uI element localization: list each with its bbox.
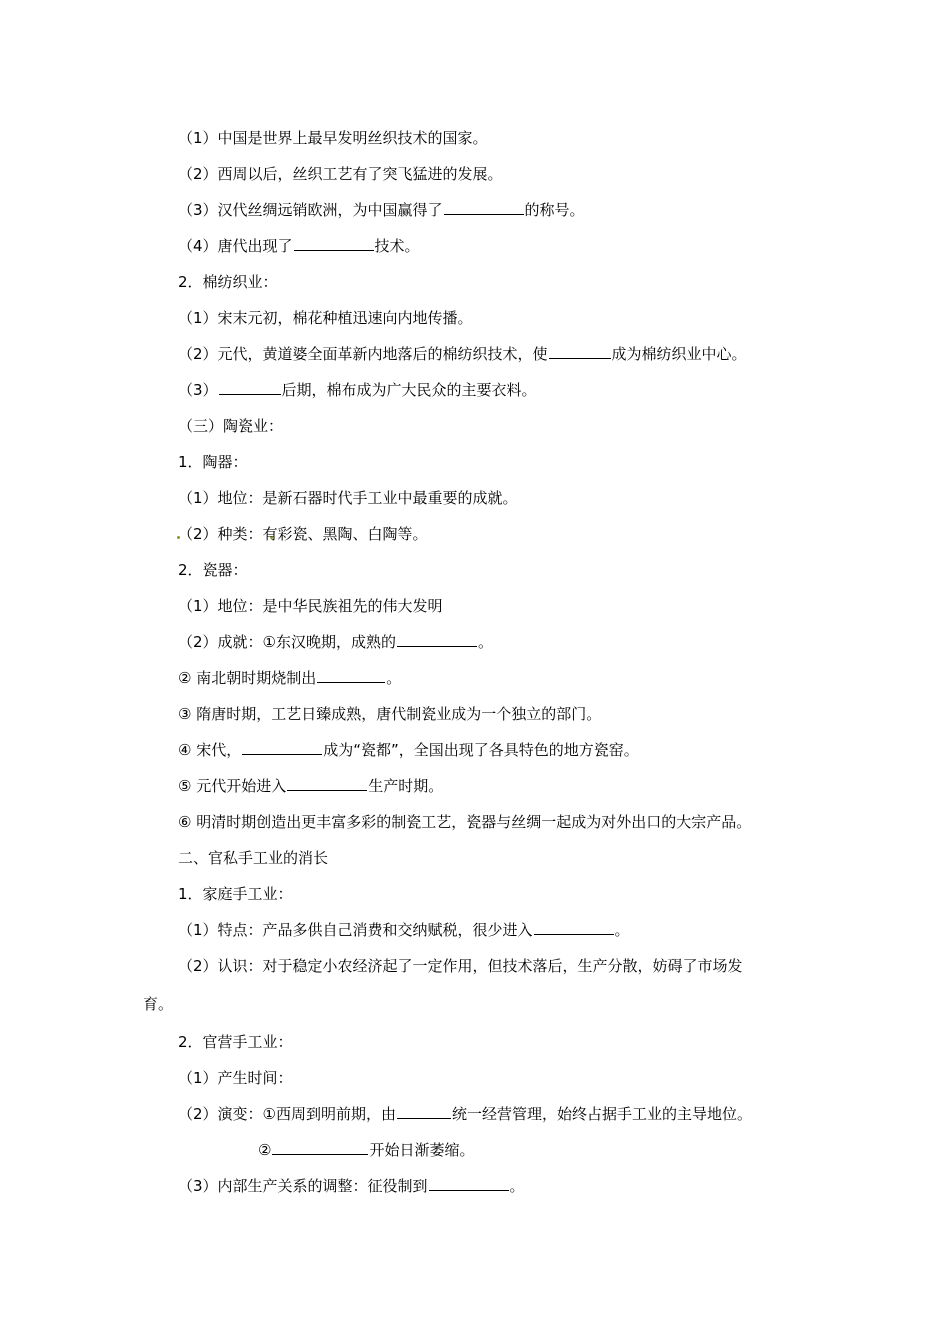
text: 生产时期。 — [368, 777, 444, 795]
text: （2）演变：①西周到明前期，由 — [178, 1105, 396, 1123]
text: （2）元代，黄道婆全面革新内地落后的棉纺织技术，使 — [178, 345, 548, 363]
text: 。 — [386, 669, 402, 687]
silk-item-2 — [178, 164, 503, 184]
text: （1）中国是世界上最早发明丝织技术的国家。 — [178, 129, 488, 147]
subheading-pottery — [178, 452, 248, 472]
answer-blank[interactable] — [397, 632, 477, 647]
answer-blank[interactable] — [397, 1104, 451, 1119]
text: 。 — [509, 1177, 525, 1195]
text: （三）陶瓷业： — [178, 417, 284, 435]
text: 成为棉纺织业中心。 — [611, 345, 747, 363]
text: ② 南北朝时期烧制出 — [178, 669, 317, 687]
text: 1．家庭手工业： — [178, 885, 293, 903]
answer-blank[interactable] — [242, 740, 322, 755]
text: （3） — [178, 381, 218, 399]
text: （2）种类：有彩瓷、黑陶、白陶等。 — [178, 525, 428, 543]
cotton-item-3 — [178, 380, 537, 400]
cotton-item-1 — [178, 308, 473, 328]
text: （3）汉代丝绸远销欧洲，为中国赢得了 — [178, 201, 443, 219]
answer-blank[interactable] — [549, 344, 611, 359]
text: （2）西周以后，丝织工艺有了突飞猛进的发展。 — [178, 165, 503, 183]
text: （3）内部生产关系的调整：征役制到 — [178, 1177, 428, 1195]
pottery-item-2 — [178, 524, 428, 544]
household-item-2-cont — [143, 994, 173, 1014]
text: 技术。 — [374, 237, 420, 255]
answer-blank[interactable] — [287, 776, 367, 791]
text: 的称号。 — [524, 201, 585, 219]
answer-blank[interactable] — [317, 668, 385, 683]
answer-blank[interactable] — [534, 920, 614, 935]
text: 2．瓷器： — [178, 561, 248, 579]
cotton-item-2 — [178, 344, 747, 364]
porcelain-sub-3 — [178, 704, 601, 724]
text: （1）产生时间： — [178, 1069, 293, 1087]
porcelain-sub-6 — [178, 812, 751, 832]
silk-item-4 — [178, 236, 420, 256]
text: 2．棉纺织业： — [178, 273, 278, 291]
answer-blank[interactable] — [294, 236, 374, 251]
section-heading-ceramics — [178, 416, 283, 436]
household-item-1 — [178, 920, 630, 940]
text: 1．陶器： — [178, 453, 248, 471]
text: 2．官营手工业： — [178, 1033, 293, 1051]
answer-blank[interactable] — [444, 200, 524, 215]
section-heading-cotton — [178, 272, 278, 292]
text: （1）宋末元初，棉花种植迅速向内地传播。 — [178, 309, 473, 327]
text: （4）唐代出现了 — [178, 237, 293, 255]
text: （1）特点：产品多供自己消费和交纳赋税，很少进入 — [178, 921, 533, 939]
official-item-2-sub — [258, 1140, 474, 1160]
porcelain-item-2 — [178, 632, 493, 652]
text: 成为“瓷都”，全国出现了各具特色的地方瓷窑。 — [323, 741, 639, 759]
silk-item-1 — [178, 128, 488, 148]
text: 育。 — [143, 995, 174, 1013]
text: ⑥ 明清时期创造出更丰富多彩的制瓷工艺，瓷器与丝绸一起成为对外出口的大宗产品。 — [178, 813, 752, 831]
text: （2）成就：①东汉晚期，成熟的 — [178, 633, 396, 651]
pottery-item-1 — [178, 488, 518, 508]
subheading-official — [178, 1032, 293, 1052]
subheading-porcelain — [178, 560, 248, 580]
text: 。 — [478, 633, 494, 651]
official-item-3 — [178, 1176, 525, 1196]
text: ⑤ 元代开始进入 — [178, 777, 287, 795]
text: 后期，棉布成为广大民众的主要衣料。 — [281, 381, 537, 399]
porcelain-sub-2 — [178, 668, 401, 688]
text: ③ 隋唐时期，工艺日臻成熟，唐代制瓷业成为一个独立的部门。 — [178, 705, 602, 723]
official-item-2 — [178, 1104, 752, 1124]
porcelain-sub-5 — [178, 776, 443, 796]
text: 二、官私手工业的消长 — [178, 849, 329, 867]
text: 开始日渐萎缩。 — [369, 1141, 475, 1159]
household-item-2 — [178, 956, 743, 976]
section-heading-crafts — [178, 848, 328, 868]
text: （1）地位：是新石器时代手工业中最重要的成就。 — [178, 489, 518, 507]
answer-blank[interactable] — [429, 1176, 509, 1191]
porcelain-sub-4 — [178, 740, 639, 760]
answer-blank[interactable] — [272, 1140, 368, 1155]
official-item-1 — [178, 1068, 293, 1088]
text: 统一经营管理，始终占据手工业的主导地位。 — [452, 1105, 753, 1123]
text: ② — [258, 1141, 272, 1159]
text: （2）认识：对于稳定小农经济起了一定作用，但技术落后，生产分散，妨碍了市场发 — [178, 957, 743, 975]
answer-blank[interactable] — [219, 380, 281, 395]
porcelain-item-1 — [178, 596, 443, 616]
subheading-household — [178, 884, 293, 904]
text: 。 — [614, 921, 630, 939]
text: （1）地位：是中华民族祖先的伟大发明 — [178, 597, 443, 615]
silk-item-3 — [178, 200, 585, 220]
text: ④ 宋代， — [178, 741, 242, 759]
